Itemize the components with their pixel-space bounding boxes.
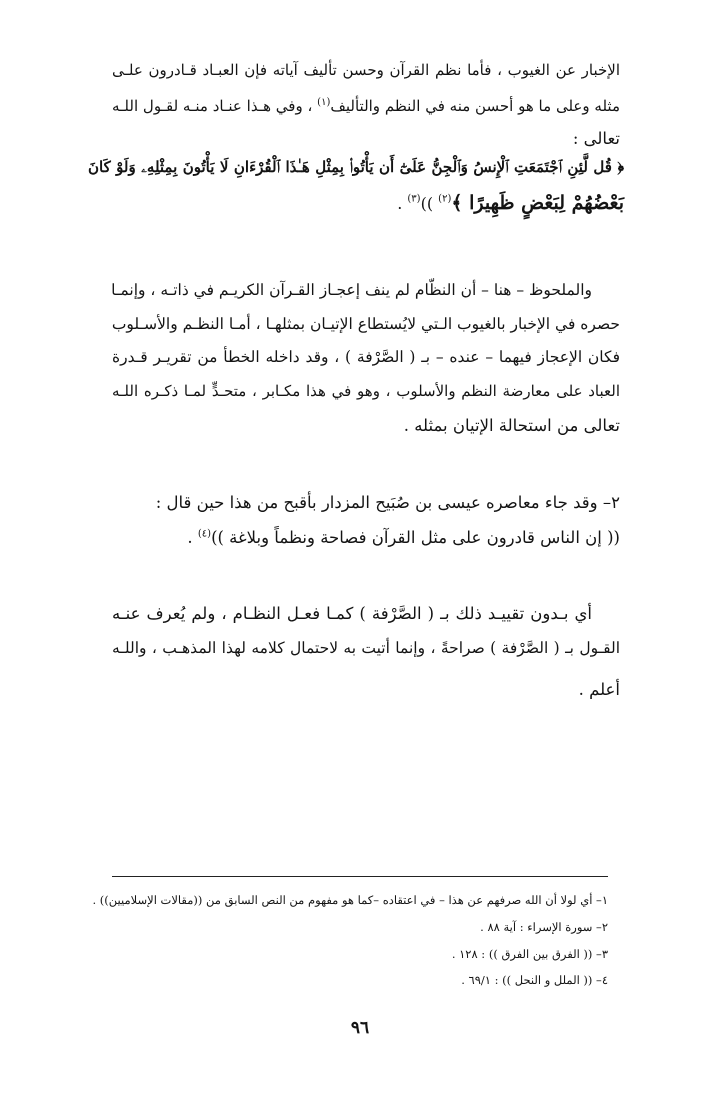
footnote-ref-3[interactable]: (٣) — [407, 193, 421, 205]
footnote-ref-2[interactable]: (٢) — [438, 193, 452, 205]
footnote-1: ١– أي لولا أن الله صرفهم عن هذا – في اعتقاده –كما هو مفهوم من النص السابق من ((مقالات الإسلاميين)) . — [92, 893, 608, 907]
body-line — [112, 524, 620, 552]
footnote-divider — [112, 876, 608, 877]
period: . — [397, 194, 408, 213]
quran-verse-line — [397, 186, 624, 221]
body-line: تعالى : — [572, 129, 620, 148]
footnote-3: ٣– (( الفرق بين الفرق )) : ١٢٨ . — [451, 947, 608, 961]
body-line: أي بـدون تقييـد ذلك بـ ( الصَّرْفة ) كمـا فعـل النظـام ، ولم يُعرف عنـه — [112, 604, 592, 623]
body-line: حصره في الإخبار بالغيوب الـتي لايُستطاع الإتيـان بمثلهـا ، أمـا النظـم والأسـلوب — [111, 315, 620, 333]
body-line: الإخبار عن الغيوب ، فأما نظم القرآن وحسن تأليف آياته فإن العبـاد قـادرون علـى — [112, 61, 620, 79]
footnote-2: ٢– سورة الإسراء : آية ٨٨ . — [480, 920, 608, 934]
body-line: فكان الإعجاز فيهما – عنده – بـ ( الصَّرْفة ) ، وقد داخله الخطأ من تقريـر قـدرة — [112, 348, 620, 366]
quote-text: (( إن الناس قادرون على مثل القرآن فصاحة ونظماً وبلاغة )) — [211, 528, 620, 547]
body-line: تعالى من استحالة الإتيان بمثله . — [403, 416, 620, 435]
footnote-4: ٤– (( الملل و النحل )) : ٦٩/١ . — [461, 973, 608, 987]
quran-verse-line: ﴿ قُل لَّئِنِ ٱجْتَمَعَتِ ٱلْإِنسُ وَٱلْجِنُّ عَلَىٰٓ أَن يَأْتُوا۟ بِمِثْلِ هَـٰذَا ٱلْقُرْءَانِ لَا يَأْتُونَ بِمِثْلِهِۦ وَلَوْ كَانَ — [88, 158, 624, 176]
footnote-ref-4[interactable]: (٤) — [197, 528, 212, 540]
quote-close: )) — [420, 194, 439, 213]
body-line: العباد على معارضة النظم والأسلوب ، وهو في هذا مكـابر ، متحـدٍّ لمـا ذكـره اللـه — [112, 382, 620, 400]
page-number: ٩٦ — [350, 1018, 370, 1038]
text-run: ، وفي هـذا عنـاد منـه لقـول اللـه — [112, 97, 318, 115]
quran-verse-text: بَعْضُهُمْ لِبَعْضٍ ظَهِيرًا ﴾ — [451, 192, 624, 214]
body-line: القـول بـ ( الصَّرْفة ) صراحةً ، وإنما أتيت به لاحتمال كلامه لهذا المذهـب ، واللـه — [112, 639, 620, 657]
body-line: ٢– وقد جاء معاصره عيسى بن صُبَيح المزدار بأقبح من هذا حين قال : — [155, 493, 620, 512]
body-line: والملحوظ – هنا – أن النظّام لم ينف إعجـاز القـرآن الكريـم في ذاتـه ، وإنمـا — [111, 281, 592, 299]
period: . — [187, 528, 198, 547]
footnote-ref-1[interactable]: (١) — [317, 97, 331, 108]
body-line: أعلم . — [578, 680, 620, 699]
body-line — [112, 92, 620, 120]
text-run: مثله وعلى ما هو أحسن منه في النظم والتأليف — [330, 97, 620, 115]
